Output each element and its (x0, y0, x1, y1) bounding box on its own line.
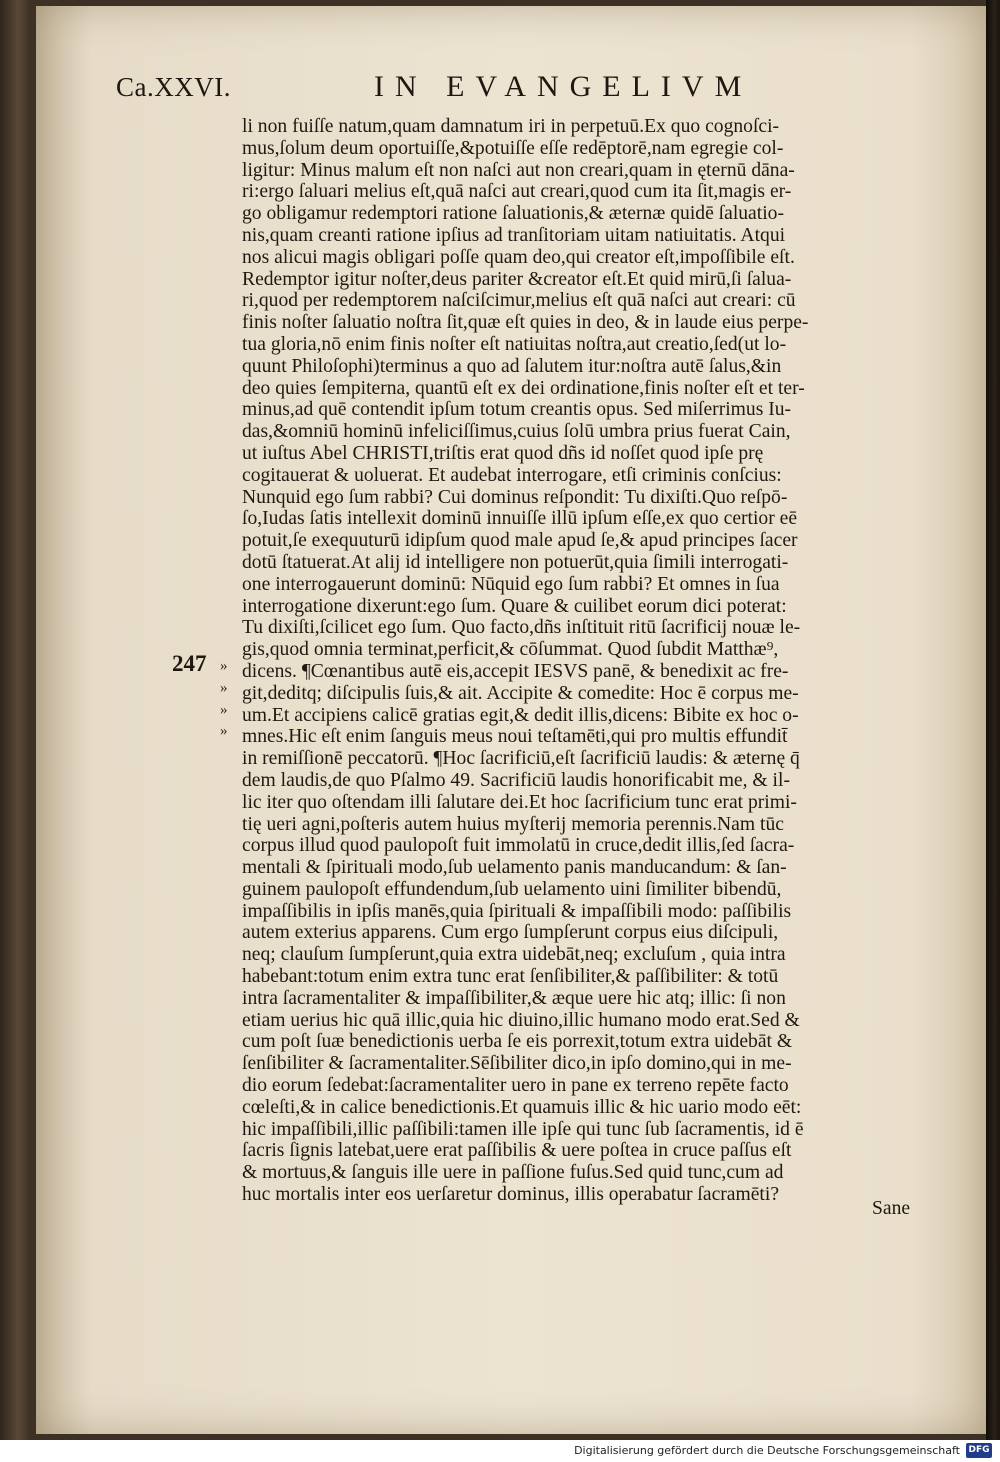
catchword: Sane (872, 1198, 911, 1219)
running-head (36, 70, 986, 116)
text-line: mentali & ſpirituali modo,ſub uelamento panis manducandum: & ſan- (242, 857, 787, 879)
quote-mark: » (220, 723, 228, 740)
text-line: das,&omniū hominū infeliciſſimus,cuius ſolū umbra prius fuerat Cain, (242, 421, 791, 443)
text-line: ſo,Iudas ſatis intellexit dominū innuiſſe illū ipſum eſſe,ex quo certior eē (242, 508, 798, 530)
text-line: mnes.Hic eſt enim ſanguis meus noui teſtamēti,qui pro multis effundit̄ (242, 726, 788, 748)
footer-bar (0, 1440, 1000, 1462)
text-line: cogitauerat & uoluerat. Et audebat interrogare, etſi criminis conſcius: (242, 464, 782, 486)
text-line: gis,quod omnia terminat,perficit,& cōſummat. Quod ſubdit Matthæ⁹, (242, 639, 779, 661)
text-line: neq; clauſum ſumpſerunt,quia extra uidebāt,neq; excluſum , quia intra (242, 944, 786, 966)
text-line: dicens. ¶Cœnantibus autē eis,accepit IESVS panē, & benedixit ac fre- (242, 660, 789, 682)
text-line: deo quies ſempiterna, quantū eſt ex dei ordinatione,finis noſter eſt et ter- (242, 377, 805, 399)
text-line: ſacris ſignis latebat,uere erat paſſibilis & uere poſtea in cruce paſſus eſt (242, 1140, 792, 1162)
text-line: potuit,ſe exequuturū idipſum quod male apud ſe,& apud principes ſacer (242, 530, 798, 552)
book-page (36, 6, 986, 1434)
text-line: etiam uerius hic quā illic,quia hic diuino,illic humano modo erat.Sed & (242, 1009, 800, 1031)
funding-credit: Digitalisierung gefördert durch die Deutsche Forschungsgemeinschaft (574, 1444, 960, 1457)
text-line: finis noſter ſaluatio noſtra ſit,quæ eſt quies in deo, & in laude eius perpe- (242, 312, 809, 334)
text-line: ri:ergo ſaluari melius eſt,quā naſci aut creari,quod cum ita ſit,magis er- (242, 181, 792, 203)
text-line: cœleſti,& in calice benedictionis.Et quamuis illic & hic uario modo eēt: (242, 1096, 802, 1118)
dfg-logo: DFG (966, 1443, 992, 1458)
text-line: dotū ſtatuerat.At alij id intelligere non potuerūt,quia ſimili interrogati- (242, 551, 789, 573)
text-line: li non fuiſſe natum,quam damnatum iri in perpetuū.Ex quo cognoſci- (242, 116, 780, 137)
scan-edge (986, 0, 1000, 1440)
text-line: autem exterius apparens. Cum ergo ſumpſerunt corpus eius diſcipuli, (242, 922, 779, 944)
body-text (242, 116, 948, 1206)
text-line: lic iter quo oſtendam illi ſalutare dei.Et hoc ſacrificium tunc erat primi- (242, 791, 797, 813)
text-line: um.Et accipiens calicē gratias egit,& dedit illis,dicens: Bibite ex hoc o- (242, 704, 799, 726)
text-line: tię ueri agni,poſteris autem huius myſterij memoria perennis.Nam tūc (242, 813, 784, 835)
text-line: git,deditq; diſcipulis ſuis,& ait. Accipite & comedite: Hoc ē corpus me- (242, 682, 799, 704)
text-line: nis,quam creanti ratione ipſius ad tranſitoriam uitam natiuitatis. Atqui (242, 224, 786, 246)
text-line: huc mortalis inter eos uerſaretur dominus, illis operabatur ſacramēti? (242, 1184, 780, 1206)
text-line: cum poſt ſuæ benedictionis uerba ſe eis porrexit,totum extra uidebāt & (242, 1031, 793, 1053)
text-line: hic impaſſibili,illic paſſibili:tamen ille ipſe qui tunc ſub ſacramentis, id ē (242, 1118, 804, 1140)
chapter-label: Ca.XXVI. (116, 72, 231, 102)
text-line: minus,ad quē contendit ipſum totum creantis opus. Sed miſerrimus Iu- (242, 399, 792, 421)
text-line: one interrogauerunt dominū: Nūquid ego ſum rabbi? Et omnes in ſua (242, 573, 780, 595)
text-line: impaſſibilis in ipſis manēs,quia ſpirituali & impaſſibili modo: paſſibilis (242, 900, 792, 922)
text-line: nos alicui magis obligari poſſe quam deo,qui creator eſt,impoſſibile eſt. (242, 246, 795, 268)
text-line: mus,ſolum deum oportuiſſe,&potuiſſe eſſe redēptorē,nam egregie col- (242, 137, 784, 159)
text-line: dio eorum ſedebat:ſacramentaliter uero in pane ex terreno repēte facto (242, 1075, 789, 1097)
text-line: ſenſibiliter & ſacramentaliter.Sēſibiliter dico,in ipſo domino,qui in me- (242, 1053, 792, 1075)
margin-quote-marks (220, 656, 240, 743)
text-line: Nunquid ego ſum rabbi? Cui dominus reſpondit: Tu dixiſti.Quo reſpō- (242, 486, 788, 508)
page-title: IN EVANGELIVM (374, 70, 753, 103)
text-line: ri,quod per redemptorem naſciſcimur,melius eſt quā naſci aut creari: cū (242, 290, 796, 312)
text-line: Tu dixiſti,ſcilicet ego ſum. Quo facto,dñs inſtituit ritū ſacrificij nouæ le- (242, 617, 801, 639)
margin-page-number: 247 (172, 651, 207, 676)
text-line: ut iuſtus Abel CHRISTI,triſtis erat quod dñs id noſſet quod ipſe prę (242, 442, 764, 464)
quote-mark: » (220, 701, 228, 718)
text-line: & mortuus,& ſanguis ille uere in paſſione fuſus.Sed quid tunc,cum ad (242, 1162, 784, 1184)
text-line: ligitur: Minus malum eſt non naſci aut non creari,quam in ęternū dāna- (242, 159, 795, 181)
text-line: dem laudis,de quo Pſalmo 49. Sacrificiū laudis honorificabit me, & il- (242, 769, 790, 791)
text-line: habebant:totum enim extra tunc erat ſenſibiliter,& paſſibiliter: & totū (242, 966, 779, 988)
text-line: tua gloria,nō enim finis noſter eſt natiuitas noſtra,aut creatio,ſed(ut lo- (242, 333, 787, 355)
text-line: interrogatione dixerunt:ego ſum. Quare & cuilibet eorum dici poterat: (242, 595, 787, 617)
text-line: intra ſacramentaliter & impaſſibiliter,& æque uere hic atq; illic: ſi non (242, 987, 786, 1009)
quote-mark: » (220, 658, 228, 674)
text-line: corpus illud quod paulopoſt fuit immolatū in cruce,dedit illis,ſed ſacra- (242, 835, 795, 857)
text-line: go obligamur redemptori ratione ſaluationis,& æternæ quidē ſaluatio- (242, 203, 784, 225)
text-line: quunt Philoſophi)terminus a quo ad ſalutem itur:noſtra autē ſalus,&in (242, 355, 782, 377)
text-line: Redemptor igitur noſter,deus pariter &creator eſt.Et quid mirū,ſi ſalua- (242, 268, 792, 290)
text-line: guinem paulopoſt effundendum,ſub uelamento uini ſimiliter bibendū, (242, 878, 782, 900)
text-line: in remiſſionē peccatorū. ¶Hoc ſacrificiū,eſt ſacrificiū laudis: & æternę q̄ (242, 748, 800, 770)
quote-mark: » (220, 679, 228, 696)
